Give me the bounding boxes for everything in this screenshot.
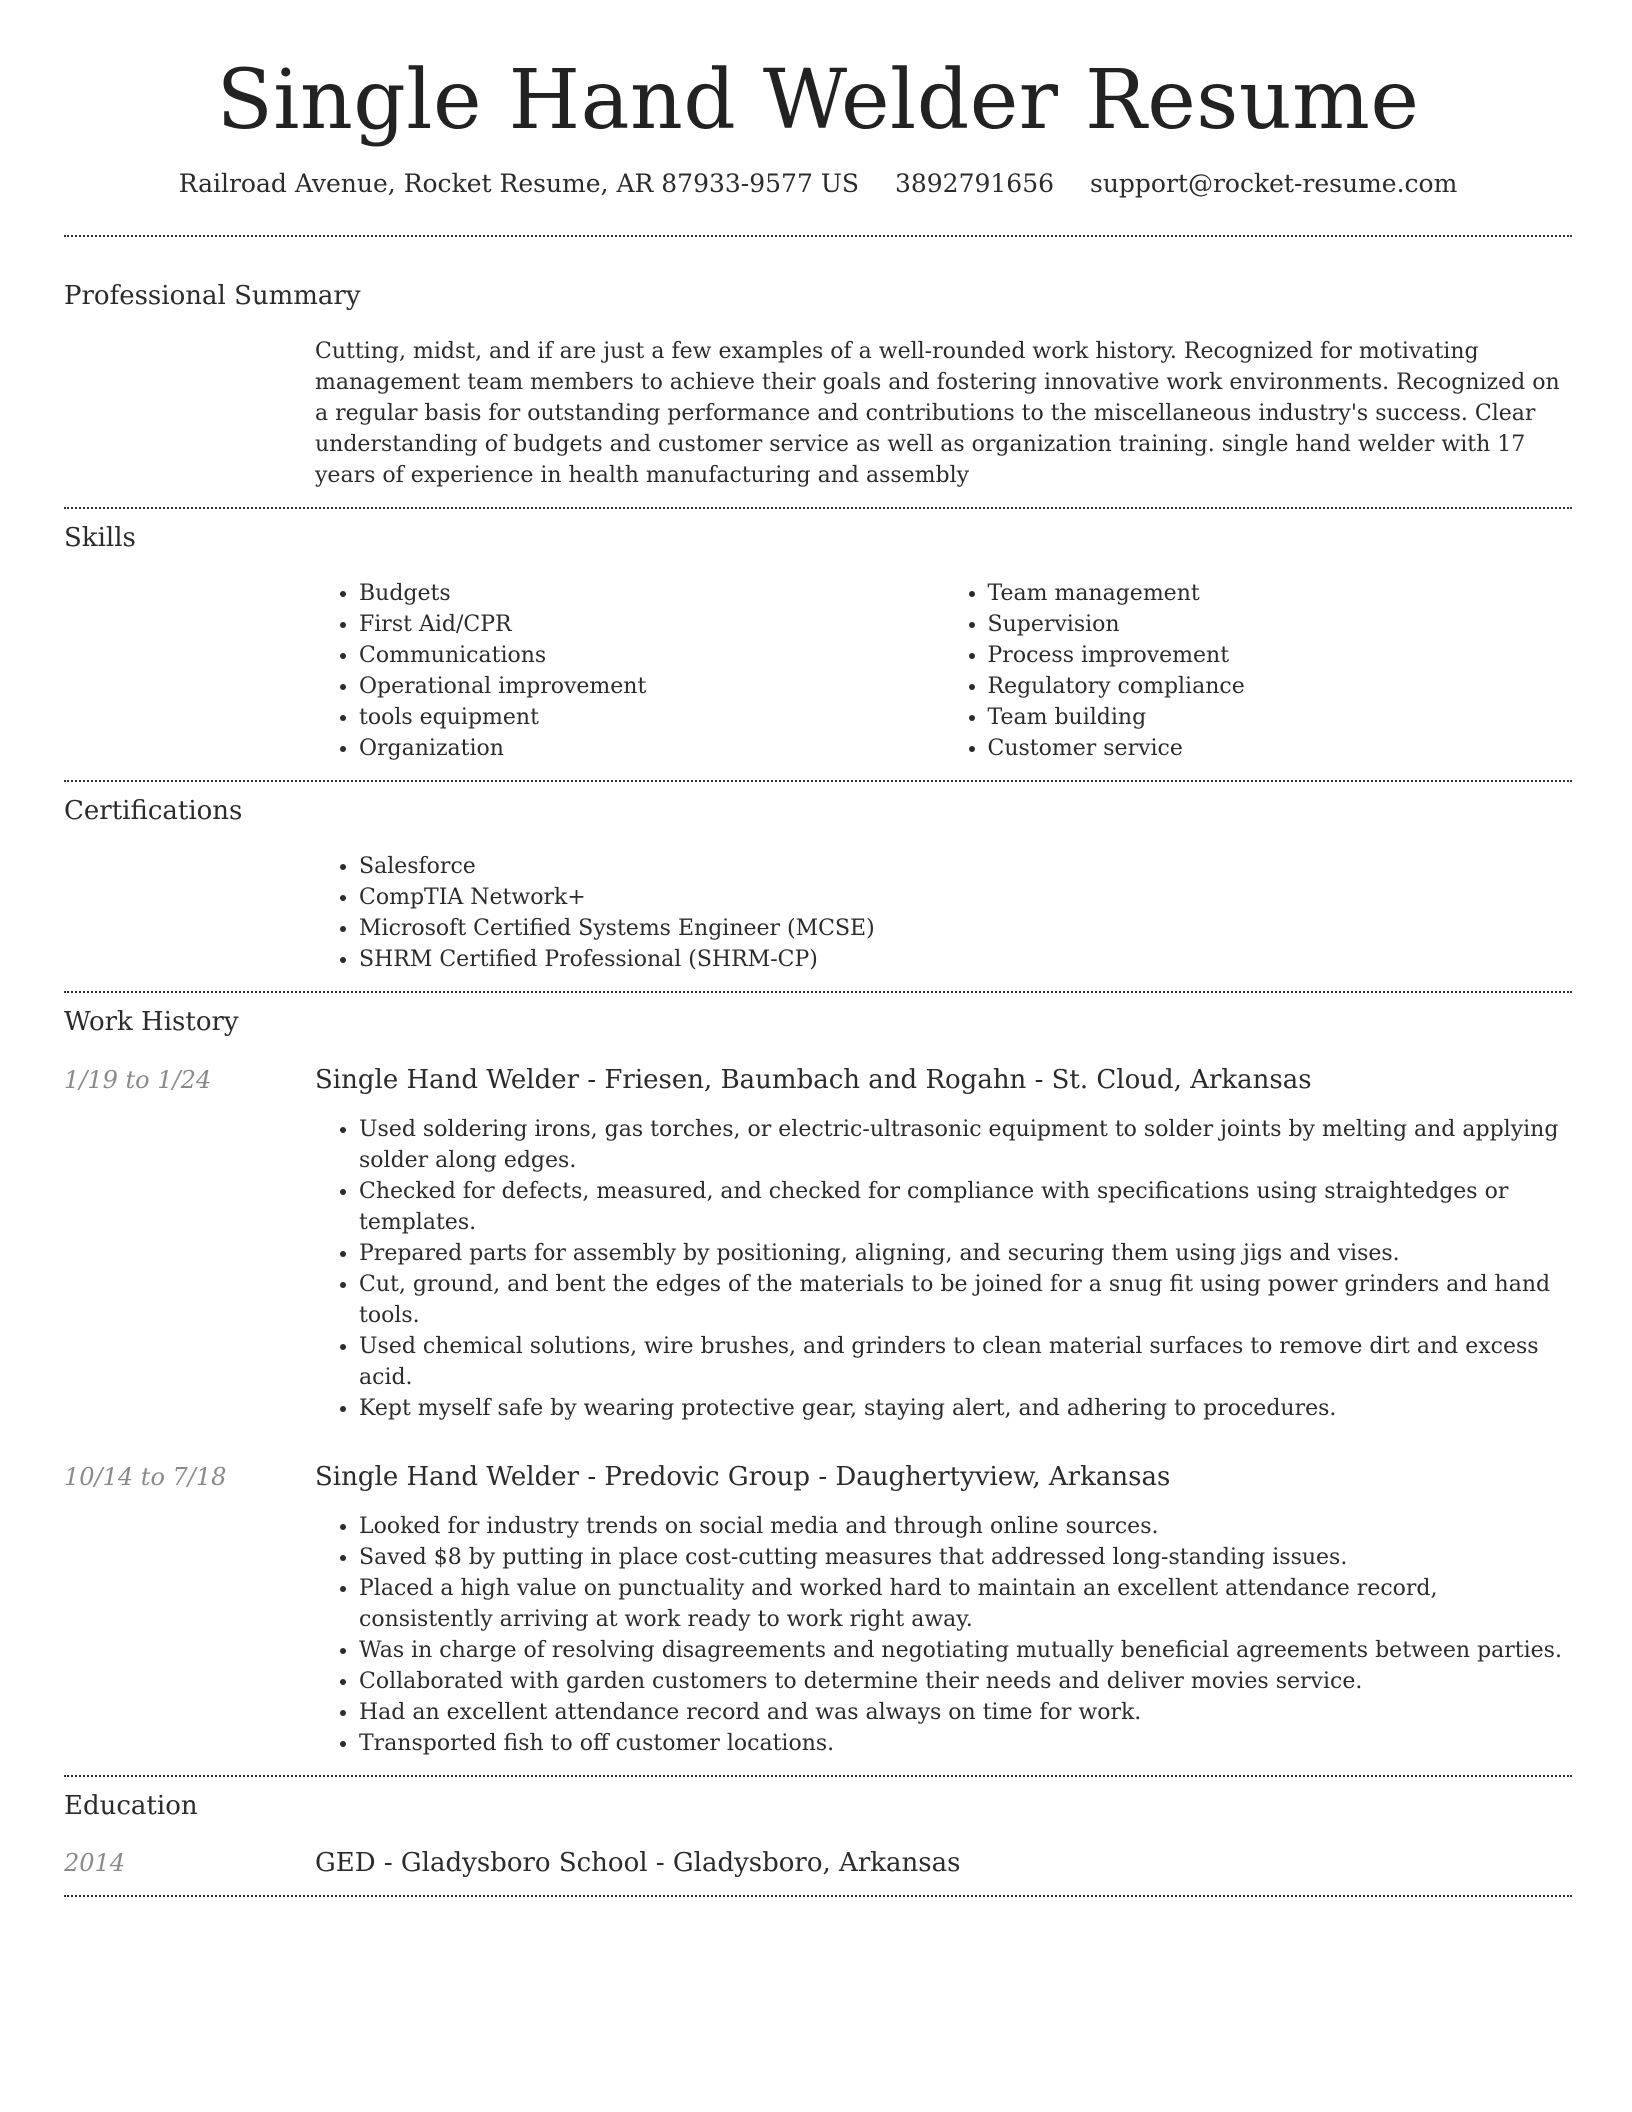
- job-dates: 1/19 to 1/24: [64, 1065, 212, 1094]
- certifications-section: [64, 782, 1572, 991]
- skills-section: [64, 509, 1572, 780]
- job-bullets: [315, 1114, 1572, 1424]
- list-item: • Used chemical solutions, wire brushes, and grinders to clean material surfaces to remove dirt and excess acid.: [359, 1331, 1572, 1393]
- list-item: • Communications: [359, 640, 944, 671]
- list-item: • CompTIA Network+: [359, 882, 1572, 913]
- list-item: • Process improvement: [988, 640, 1573, 671]
- work-history-section: [64, 993, 1572, 1774]
- education-entry: [64, 1848, 1572, 1895]
- list-item: • Collaborated with garden customers to determine their needs and deliver movies service.: [359, 1666, 1572, 1697]
- list-item: • Cut, ground, and bent the edges of the materials to be joined for a snug fit using power grinders and hand tools.: [359, 1269, 1572, 1331]
- contact-email: support@rocket-resume.com: [1089, 169, 1458, 199]
- job-bullets: [315, 1511, 1572, 1759]
- skills-grid: [315, 578, 1572, 780]
- certifications-list: [315, 851, 1572, 975]
- list-item: • Checked for defects, measured, and checked for compliance with specifications using straightedges or templates.: [359, 1176, 1572, 1238]
- section-title: Education: [64, 1790, 198, 1821]
- job-body: [315, 1065, 1572, 1424]
- contact-address: Railroad Avenue, Rocket Resume, AR 87933-9577 US: [178, 169, 860, 199]
- list-item: • Had an excellent attendance record and was always on time for work.: [359, 1697, 1572, 1728]
- summary-text: Cutting, midst, and if are just a few examples of a well-rounded work history. Recognized for motivating management team members to achieve their goals and fostering innovative work environments. Recognized on a regular basis for outstanding performance and contributions to the miscellaneous industry's success. Clear understanding of budgets and customer service as well as organization training. single hand welder with 17 years of experience in health manufacturing and assembly: [315, 339, 1560, 489]
- education-section: [64, 1777, 1572, 1895]
- list-item: • Budgets: [359, 578, 944, 609]
- list-item: • SHRM Certified Professional (SHRM-CP): [359, 944, 1572, 975]
- list-item: • tools equipment: [359, 702, 944, 733]
- skills-list-right: [944, 578, 1573, 764]
- education-heading: GED - Gladysboro School - Gladysboro, Arkansas: [315, 1847, 961, 1878]
- list-item: • Salesforce: [359, 851, 1572, 882]
- professional-summary-section: [64, 237, 1572, 507]
- section-title: Skills: [64, 523, 136, 554]
- job-entry: [64, 1462, 1572, 1775]
- list-item: • Looked for industry trends on social media and through online sources.: [359, 1511, 1572, 1542]
- section-title: Professional Summary: [64, 280, 361, 311]
- list-item: • Used soldering irons, gas torches, or electric-ultrasonic equipment to solder joints by melting and applying solder along edges.: [359, 1114, 1572, 1176]
- list-item: • First Aid/CPR: [359, 609, 944, 640]
- contact-phone: 3892791656: [894, 169, 1055, 199]
- list-item: • Supervision: [988, 609, 1573, 640]
- section-title: Work History: [64, 1007, 239, 1038]
- job-entry: [64, 1065, 1572, 1424]
- list-item: • Placed a high value on punctuality and worked hard to maintain an excellent attendance record, consistently arriving at work ready to work right away.: [359, 1573, 1572, 1635]
- list-item: • Operational improvement: [359, 671, 944, 702]
- list-item: • Microsoft Certified Systems Engineer (MCSE): [359, 913, 1572, 944]
- list-item: • Team building: [988, 702, 1573, 733]
- job-heading: Single Hand Welder - Predovic Group - Daughertyview, Arkansas: [315, 1461, 1171, 1492]
- divider: [64, 1895, 1572, 1897]
- list-item: • Organization: [359, 733, 944, 764]
- list-item: • Prepared parts for assembly by positioning, aligning, and securing them using jigs and vises.: [359, 1238, 1572, 1269]
- section-title: Certifications: [64, 796, 243, 827]
- contact-line: [64, 168, 1572, 201]
- skills-list-left: [315, 578, 944, 764]
- resume-page: [64, 0, 1572, 1897]
- list-item: • Customer service: [988, 733, 1573, 764]
- list-item: • Transported fish to off customer locations.: [359, 1728, 1572, 1759]
- list-item: • Saved $8 by putting in place cost-cutting measures that addressed long-standing issues.: [359, 1542, 1572, 1573]
- certifications-list-wrap: [315, 851, 1572, 991]
- resume-title: Single Hand Welder Resume: [216, 53, 1420, 148]
- list-item: • Team management: [988, 578, 1573, 609]
- education-year: 2014: [64, 1848, 126, 1877]
- list-item: • Was in charge of resolving disagreements and negotiating mutually beneficial agreements between parties.: [359, 1635, 1572, 1666]
- list-item: • Regulatory compliance: [988, 671, 1573, 702]
- job-dates: 10/14 to 7/18: [64, 1462, 227, 1491]
- job-heading: Single Hand Welder - Friesen, Baumbach and Rogahn - St. Cloud, Arkansas: [315, 1064, 1312, 1095]
- job-body: [315, 1462, 1572, 1759]
- list-item: • Kept myself safe by wearing protective gear, staying alert, and adhering to procedures.: [359, 1393, 1572, 1424]
